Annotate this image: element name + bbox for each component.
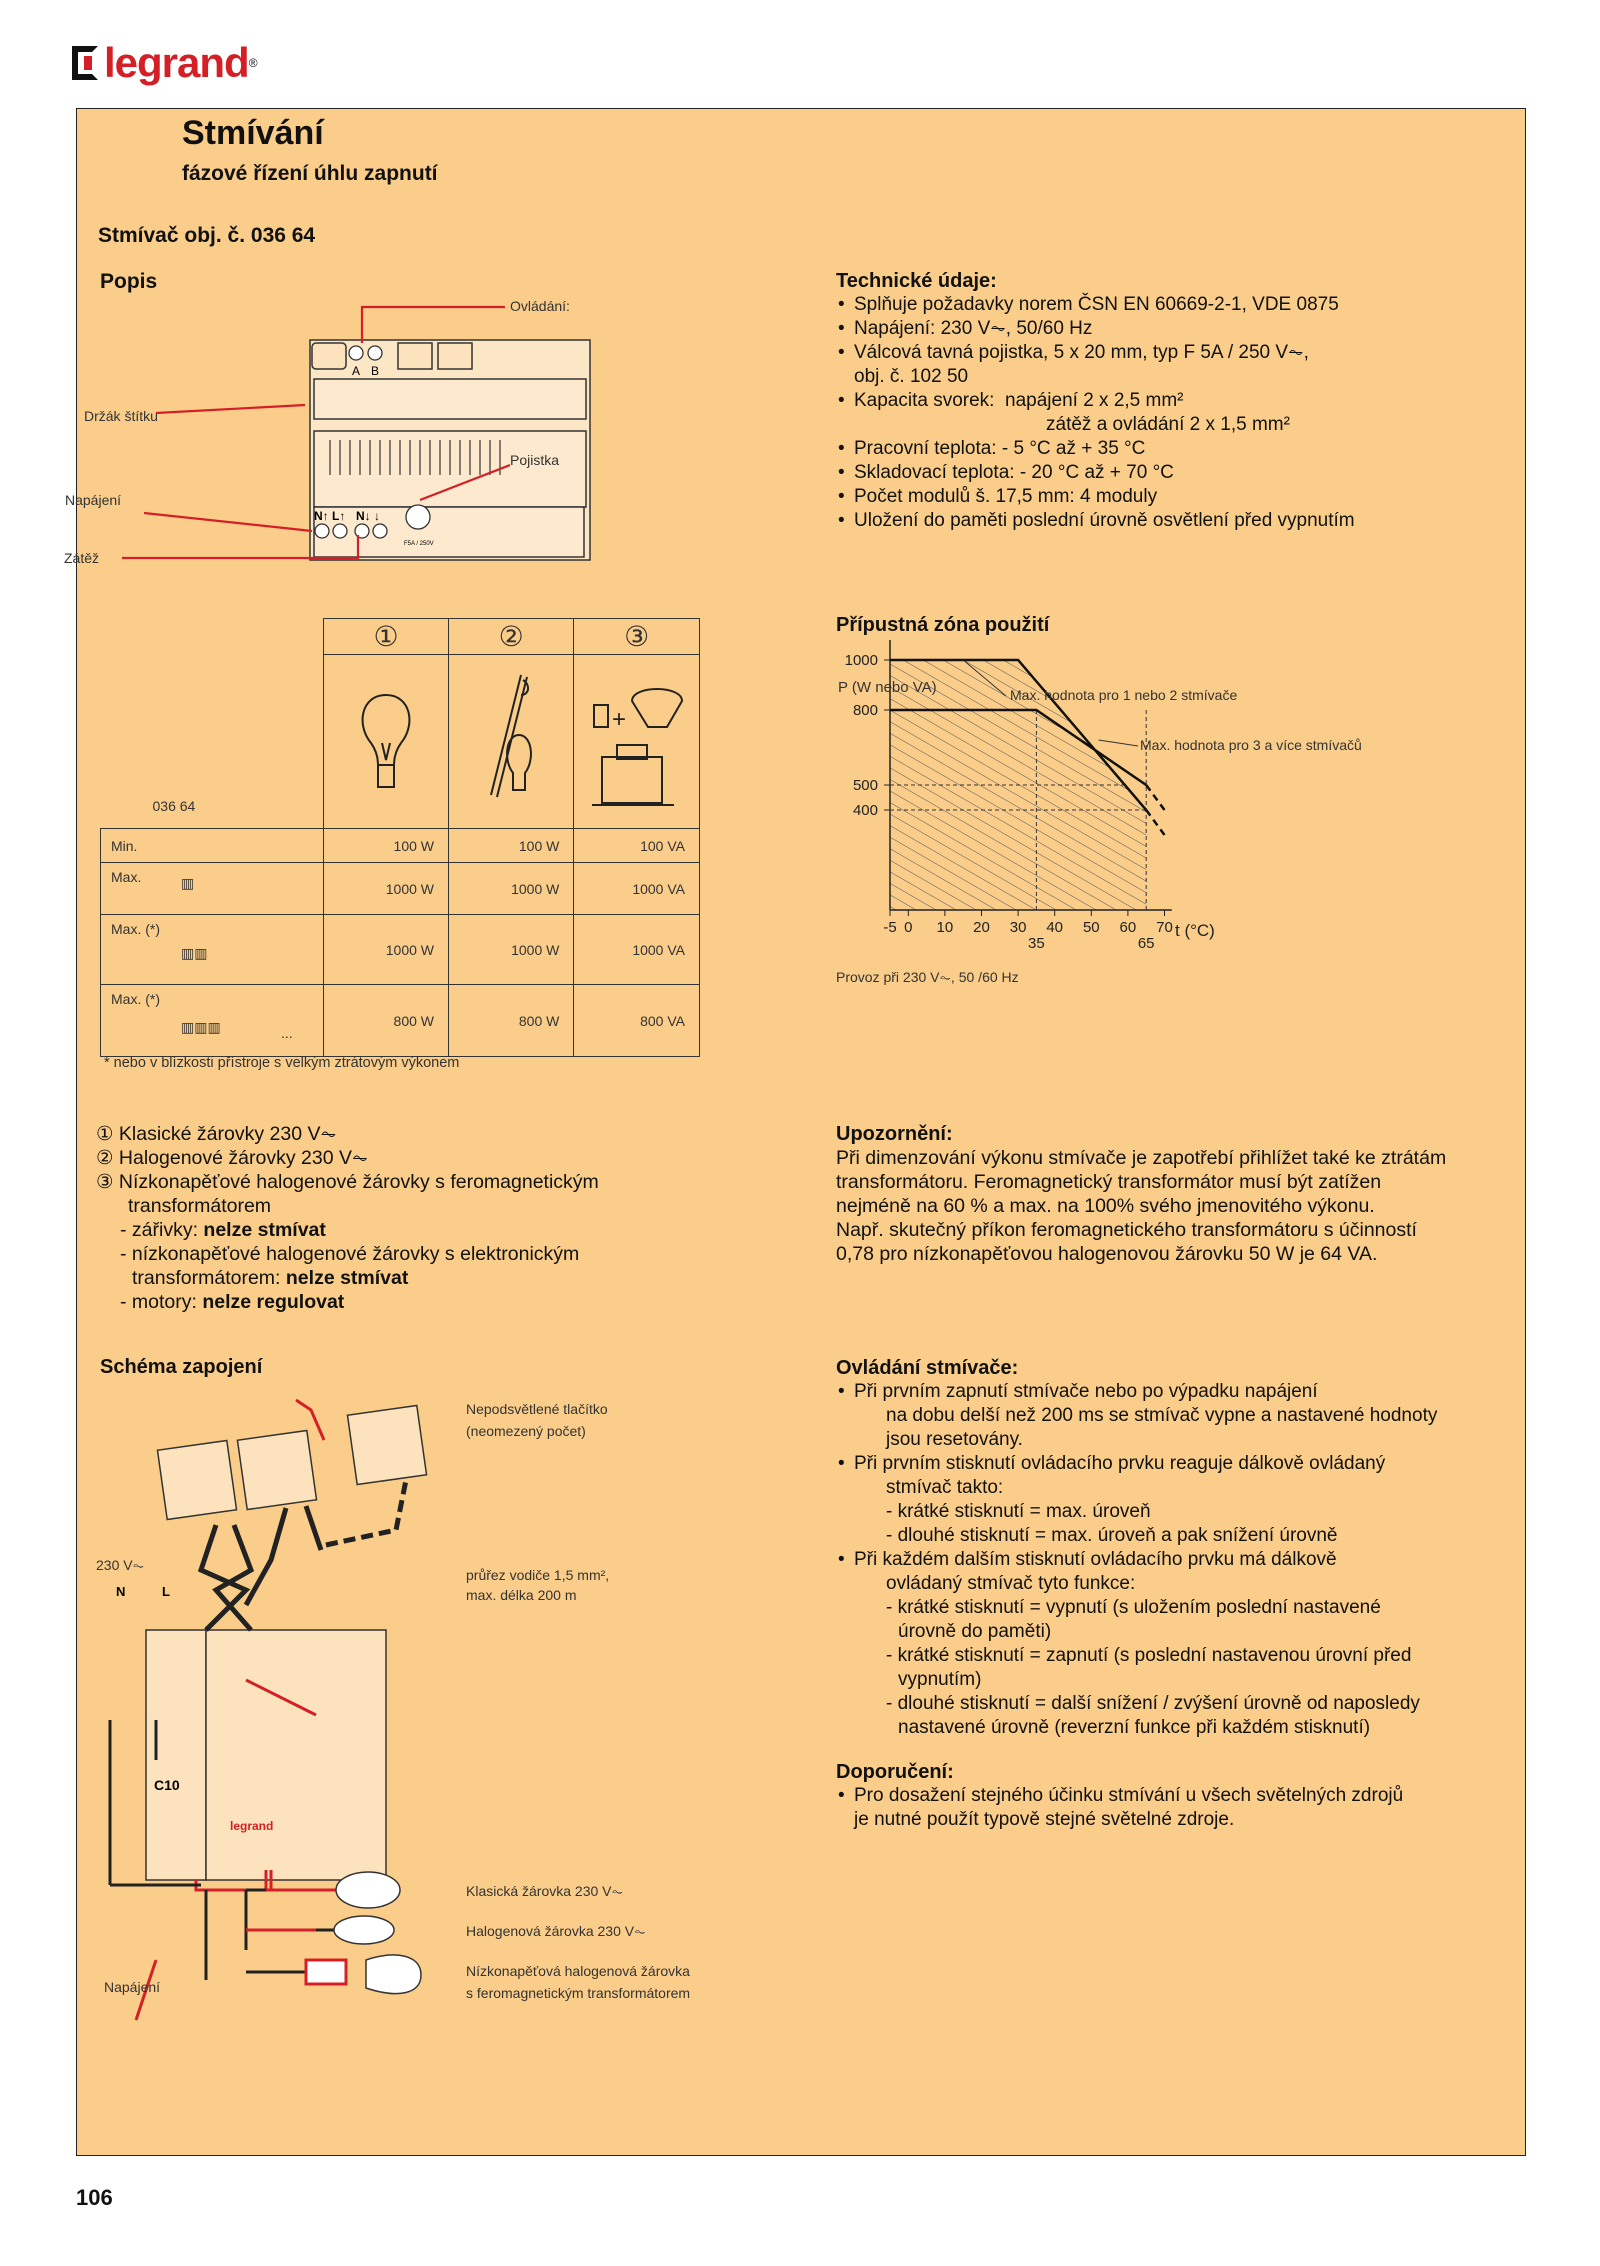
control-item: • Při prvním zapnutí stmívače nebo po výpadku napájení na dobu delší než 200 ms se stmívač vypne a nastavené hodnoty jsou resetovány.: [836, 1380, 1496, 1452]
lamp3-label-cont: s feromagnetickým transformátorem: [466, 1985, 691, 2001]
chart-footer: Provoz při 230 V⏦, 50 /60 Hz: [836, 969, 1019, 985]
x-tick-label: 65: [1137, 935, 1155, 952]
row-label: Max. (*): [111, 921, 160, 937]
x-tick-label: 30: [1009, 919, 1027, 936]
product-heading: Stmívač obj. č. 036 64: [98, 224, 316, 247]
row-label: Min.: [101, 829, 324, 863]
cable-label: průřez vodiče 1,5 mm²,: [466, 1567, 610, 1583]
x-axis-label: t (°C): [1175, 921, 1215, 940]
logo-text: legrand: [104, 39, 249, 86]
logo-registered: ®: [248, 56, 258, 70]
lamp-item-3: ③ Nízkonapěťové halogenové žárovky s feromagnetickým: [96, 1171, 599, 1193]
technical-section: [836, 270, 1496, 533]
chart-heading: Přípustná zóna použití: [836, 614, 1050, 636]
neutral-label: N: [116, 1584, 126, 1599]
fuse-rating: F5A / 250V: [404, 541, 434, 547]
svg-text:+: +: [611, 706, 626, 733]
recommend-item: • Pro dosažení stejného účinku stmívání u všech světelných zdrojů je nutné použít typově stejné světelné zdroje.: [836, 1784, 1496, 1832]
y-tick-label: 1000: [844, 652, 878, 669]
page-title: Stmívání: [182, 114, 324, 152]
lamp-list: [96, 1122, 716, 1314]
warning-line: Např. skutečný příkon feromagnetického transformátoru s účinností: [836, 1219, 1417, 1241]
warning-line: Při dimenzování výkonu stmívače je zapotřebí přihlížet také ke ztrátám: [836, 1147, 1447, 1169]
cell-value: 100 W: [449, 829, 574, 863]
x-tick-label: 20: [973, 919, 990, 936]
tech-item: • Válcová tavná pojistka, 5 x 20 mm, typ F 5A / 250 V⏦, obj. č. 102 50: [836, 341, 1496, 389]
annotation-2: Max. hodnota pro 3 a více stmívačů: [1140, 737, 1362, 753]
annotation-leader: [1099, 740, 1138, 746]
breaker-brand: legrand: [230, 1819, 274, 1833]
label-zatez: Zátěž: [64, 550, 100, 566]
x-tick-label: 60: [1119, 919, 1137, 936]
usage-zone-chart: [820, 652, 1420, 990]
cell-value: 1000 W: [449, 863, 574, 915]
supply-label: Napájení: [104, 1979, 161, 1995]
recommend-heading: Doporučení:: [836, 1761, 954, 1783]
cell-value: 1000 W: [324, 915, 449, 985]
dimmer-front-diagram: [64, 295, 580, 575]
not-dimmable-item: - motory: nelze regulovat: [120, 1291, 345, 1313]
row-max-2: [101, 915, 324, 985]
lamp3-label: Nízkonapěťová halogenová žárovka: [466, 1963, 690, 1979]
x-tick-label: 35: [1028, 935, 1045, 952]
tech-item: • Splňuje požadavky norem ČSN EN 60669-2-1, VDE 0875: [836, 293, 1496, 317]
cell-value: 800 VA: [574, 985, 700, 1057]
lv-halogen-transformer-icon: [574, 655, 700, 829]
technical-heading: Technické údaje:: [836, 270, 997, 292]
y-tick-label: 800: [852, 702, 878, 719]
tech-item: • Pracovní teplota: - 5 °C až + 35 °C: [836, 437, 1496, 461]
module-icon: ▥: [181, 875, 195, 891]
x-tick-label: 40: [1046, 919, 1064, 936]
lamp-item-1: ① Klasické žárovky 230 V⏦: [96, 1123, 337, 1145]
module-icon: ▥▥▥: [181, 1019, 221, 1035]
tech-item: • Kapacita svorek: napájení 2 x 2,5 mm² zátěž a ovládání 2 x 1,5 mm²: [836, 389, 1496, 437]
logo-mark-icon: [72, 46, 98, 80]
lamp-item-3-cont: transformátorem: [128, 1195, 272, 1217]
terminal-n-out: N↓: [356, 509, 371, 523]
series-line-extension: [1146, 785, 1164, 810]
wiring-heading: Schéma zapojení: [100, 1356, 263, 1378]
col-header-1: ①: [324, 619, 449, 655]
cell-value: 1000 W: [449, 915, 574, 985]
cell-value: 800 W: [449, 985, 574, 1057]
warning-heading: Upozornění:: [836, 1123, 953, 1145]
label-napajeni: Napájení: [65, 492, 122, 508]
lamp2-label: Halogenová žárovka 230 V⏦: [466, 1923, 646, 1939]
terminal-b: B: [371, 364, 380, 378]
y-axis-label: P (W nebo VA): [838, 679, 937, 696]
cell-value: 100 VA: [574, 829, 700, 863]
voltage-label: 230 V⏦: [96, 1557, 145, 1573]
ellipsis: ...: [281, 1025, 293, 1041]
terminal-l-in: L↑: [332, 509, 346, 523]
col-header-2: ②: [449, 619, 574, 655]
y-tick-label: 500: [852, 777, 878, 794]
live-label: L: [162, 1584, 170, 1599]
module-icon: ▥▥: [181, 945, 208, 961]
row-max-3: [101, 985, 324, 1057]
tech-item: • Napájení: 230 V⏦, 50/60 Hz: [836, 317, 1496, 341]
page-subtitle: fázové řízení úhlu zapnutí: [182, 162, 438, 185]
label-drzak: Držák štítku: [84, 408, 158, 424]
cell-value: 800 W: [324, 985, 449, 1057]
warning-line: transformátoru. Feromagnetický transformátor musí být zatížen: [836, 1171, 1382, 1193]
warning-line: nejméně na 60 % a max. na 100% svého jmenovitého výkonu.: [836, 1195, 1375, 1217]
push-button-note: (neomezený počet): [466, 1423, 586, 1439]
tech-item: • Skladovací teplota: - 20 °C až + 70 °C: [836, 461, 1496, 485]
x-tick-label: 70: [1156, 919, 1173, 936]
warning-section: [836, 1122, 1496, 1266]
recommend-list: [836, 1784, 1496, 1832]
control-heading: Ovládání stmívače:: [836, 1357, 1019, 1379]
not-dimmable-item: transformátorem: nelze stmívat: [132, 1267, 409, 1289]
control-item: • Při každém dalším stisknutí ovládacího prvku má dálkově ovládaný stmívač tyto funkce: - krátké stisknutí = vypnutí (s uložením poslední nastavené úrovně do paměti) - krátké stisknutí = zapnutí (s poslední nastavenou úrovní před vypnutím) - dlouhé stisknutí = další snížení / zvýšení úrovně od naposledy nastavené úrovně (reverzní funkce při každém stisknutí): [836, 1548, 1496, 1740]
classic-bulb-icon: [324, 655, 449, 829]
legrand-logo: [72, 38, 258, 88]
warning-line: 0,78 pro nízkonapěťovou halogenovou žárovku 50 W je 64 VA.: [836, 1243, 1378, 1265]
technical-list: [836, 293, 1496, 533]
label-pojistka: Pojistka: [510, 452, 560, 468]
cell-value: 100 W: [324, 829, 449, 863]
control-list: [836, 1380, 1496, 1740]
row-max-1: [101, 863, 324, 915]
terminal-n-in: N↑: [314, 509, 329, 523]
lamp-item-2: ② Halogenové žárovky 230 V⏦: [96, 1147, 368, 1169]
y-tick-label: 400: [852, 802, 878, 819]
breaker-label: C10: [154, 1777, 180, 1793]
cell-value: 1000 VA: [574, 863, 700, 915]
page-number: 106: [76, 2185, 113, 2210]
label-ovladani: Ovládání:: [510, 298, 570, 314]
x-tick-label: 50: [1082, 919, 1100, 936]
cell-value: 1000 VA: [574, 915, 700, 985]
not-dimmable-item: - nízkonapěťové halogenové žárovky s elektronickým: [120, 1243, 580, 1265]
tech-item: • Počet modulů š. 17,5 mm: 4 moduly: [836, 485, 1496, 509]
description-heading: Popis: [100, 270, 158, 293]
terminal-a: A: [352, 364, 361, 378]
table-footnote: * nebo v blízkosti přístroje s velkým ztrátovým výkonem: [104, 1055, 460, 1071]
cell-value: 1000 W: [324, 863, 449, 915]
row-label: Max. (*): [111, 991, 160, 1007]
halogen-bulb-icon: [449, 655, 574, 829]
wiring-diagram: [96, 1390, 756, 2050]
lamp1-label: Klasická žárovka 230 V⏦: [466, 1883, 623, 1899]
annotation-1: Max. hodnota pro 1 nebo 2 stmívače: [1010, 687, 1238, 703]
ref-cell: 036 64: [101, 655, 324, 829]
row-label: Max.: [111, 869, 142, 885]
x-tick-label: 0: [904, 919, 913, 936]
control-item: • Při prvním stisknutí ovládacího prvku reaguje dálkově ovládaný stmívač takto: - krátké stisknutí = max. úroveň - dlouhé stisknutí = max. úroveň a pak snížení úrovně: [836, 1452, 1496, 1548]
push-button-label: Nepodsvětlené tlačítko: [466, 1401, 608, 1417]
x-tick-label: 10: [936, 919, 954, 936]
cable-length: max. délka 200 m: [466, 1587, 577, 1603]
terminal-l-out: ↓: [374, 509, 380, 523]
load-table: [100, 618, 700, 1057]
control-section: [836, 1356, 1496, 1832]
x-tick-label: -5: [883, 919, 897, 936]
not-dimmable-item: - zářivky: nelze stmívat: [120, 1219, 326, 1241]
col-header-3: ③: [574, 619, 700, 655]
tech-item: • Uložení do paměti poslední úrovně osvětlení před vypnutím: [836, 509, 1496, 533]
series-line-extension: [1146, 810, 1164, 835]
